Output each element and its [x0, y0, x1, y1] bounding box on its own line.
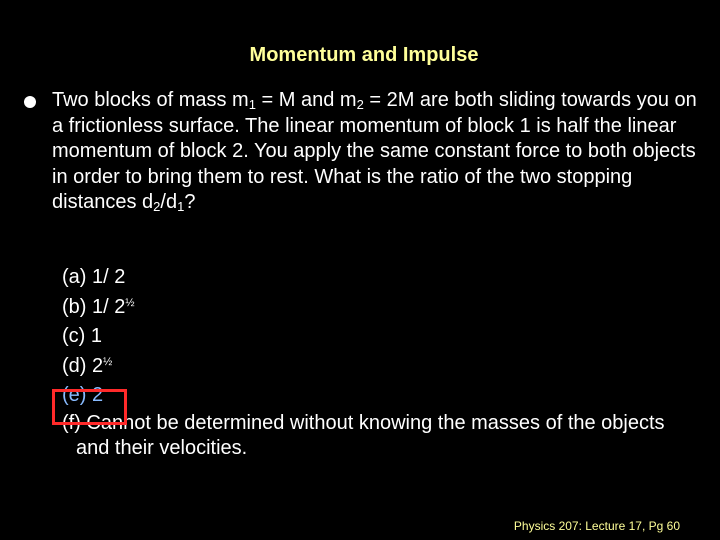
subscript: 2 — [153, 199, 161, 214]
option-c: (c) 1 — [62, 325, 102, 347]
bullet-dot — [24, 96, 36, 108]
option-e: (e) 2 — [62, 384, 104, 406]
subscript: 1 — [177, 199, 185, 214]
option-b-text: (b) 1/ 2 — [62, 295, 126, 318]
subscript: 2 — [356, 97, 364, 112]
superscript: ½ — [125, 296, 135, 309]
option-d-text: (d) 2 — [62, 354, 104, 377]
question-text — [52, 88, 702, 216]
question-part: = M and m — [255, 89, 357, 111]
superscript: ½ — [103, 355, 113, 368]
correct-answer-highlight-box — [52, 389, 127, 425]
question-part: Two blocks of mass m — [52, 89, 249, 111]
option-f: (f) Cannot be determined without knowing the masses of the objects and their velocities. — [62, 411, 665, 459]
question-part: /d — [160, 191, 178, 213]
subscript: 1 — [248, 97, 256, 112]
option-a: (a) 1/ 2 — [62, 266, 126, 288]
slide-title: Momentum and Impulse — [249, 44, 479, 66]
slide-footer: Physics 207: Lecture 17, Pg 60 — [513, 519, 680, 533]
question-part: = 2M are both sliding towards you on a frictionless surface. The linear momentum of block 1 is half the linear momentum of block 2. You apply the same constant force to both objects in order to bring them to rest. What is the ratio of the two stopping distances d — [52, 89, 697, 213]
option-b — [62, 293, 702, 323]
option-d — [62, 352, 702, 382]
question-part: ? — [184, 191, 196, 213]
answer-options — [62, 263, 702, 461]
